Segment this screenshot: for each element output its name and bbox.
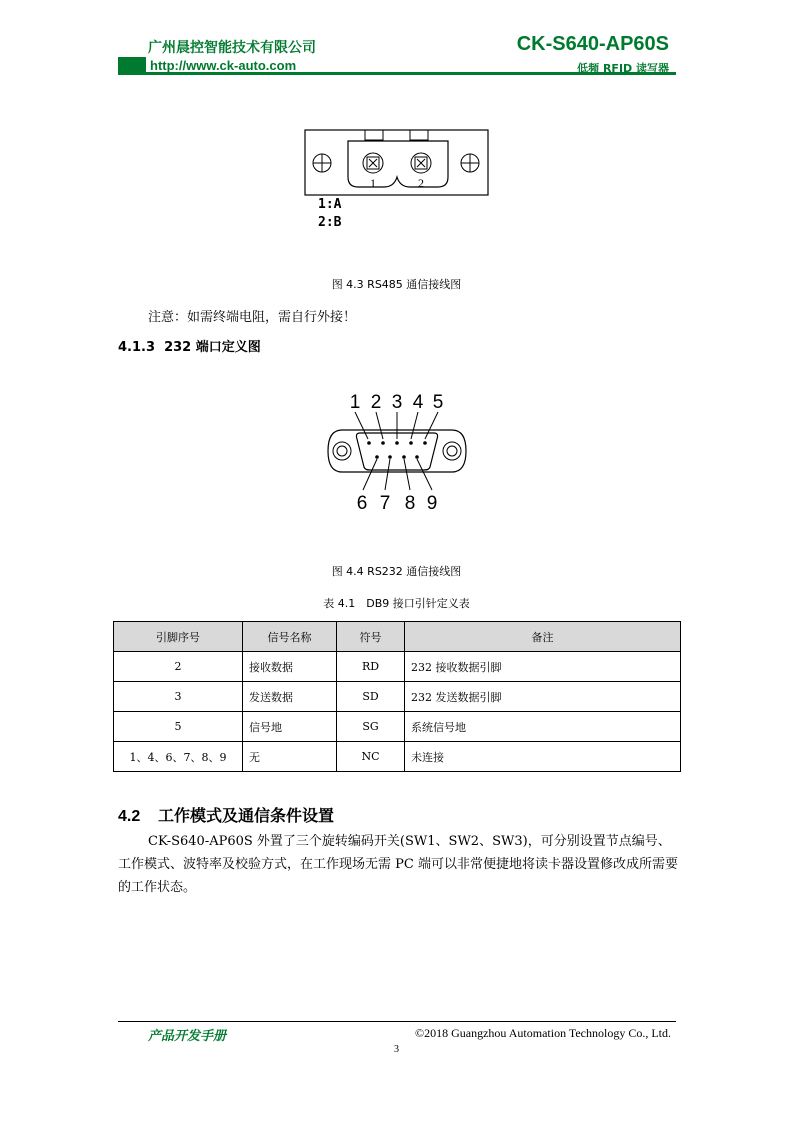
terminal-label-1: 1 bbox=[370, 176, 376, 190]
section-title: 232 端口定义图 bbox=[164, 340, 261, 355]
header-signal: 信号名称 bbox=[243, 622, 337, 652]
cell-pin: 5 bbox=[114, 712, 243, 742]
db9-screw-right bbox=[443, 442, 461, 460]
header-pin: 引脚序号 bbox=[114, 622, 243, 652]
footer-rule bbox=[118, 1021, 676, 1022]
figure-4-4-caption: 图 4.4 RS232 通信接线图 bbox=[331, 565, 462, 578]
terminal-label-2: 2 bbox=[418, 176, 424, 190]
pin-label-7: 7 bbox=[379, 493, 391, 514]
rs485-connector-figure bbox=[300, 125, 495, 235]
product-model: CK-S640-AP60S bbox=[516, 33, 669, 55]
cell-remark: 232 发送数据引脚 bbox=[405, 682, 681, 712]
footer-manual-title: 产品开发手册 bbox=[148, 1029, 227, 1044]
table-row bbox=[114, 682, 681, 712]
termination-note: 注意：如需终端电阻，需自行外接！ bbox=[148, 310, 357, 325]
cell-symbol: NC bbox=[337, 742, 405, 772]
pin-label-5: 5 bbox=[432, 392, 444, 413]
page-number: 3 bbox=[394, 1044, 399, 1055]
table-header-row bbox=[114, 622, 681, 652]
company-url: http://www.ck-auto.com bbox=[150, 58, 297, 73]
section-4-1-3-heading bbox=[118, 336, 261, 355]
table-row bbox=[114, 652, 681, 682]
paragraph: CK-S640-AP60S 外置了三个旋转编码开关(SW1、SW2、SW3)，可分别设置节点编号、工作模式、波特率及校验方式，在工作现场无需 PC 端可以非常便捷地将读卡器设置修改成所需要的工作状态。 bbox=[118, 834, 678, 895]
cell-signal: 无 bbox=[243, 742, 337, 772]
figure-4-3-caption: 图 4.3 RS485 通信接线图 bbox=[331, 278, 462, 291]
table-row bbox=[114, 712, 681, 742]
footer-copyright: ©2018 Guangzhou Automation Technology Co., Ltd. bbox=[414, 1026, 671, 1040]
cell-pin: 3 bbox=[114, 682, 243, 712]
header-block bbox=[118, 57, 146, 73]
pin-label-1: 1 bbox=[349, 392, 361, 413]
mount-hole-right bbox=[461, 154, 479, 172]
header-remark: 备注 bbox=[405, 622, 681, 652]
mount-hole-left bbox=[313, 154, 331, 172]
pin-label-4: 4 bbox=[412, 392, 424, 413]
legend-b: 2:B bbox=[318, 215, 342, 230]
db9-connector-figure bbox=[320, 385, 470, 515]
product-subtitle: 低频 RFID 读写器 bbox=[577, 62, 669, 75]
section-number: 4.1.3 bbox=[118, 340, 156, 355]
pin-label-9: 9 bbox=[426, 493, 438, 514]
db9-screw-left bbox=[333, 442, 351, 460]
table-row bbox=[114, 742, 681, 772]
terminal-screw-2 bbox=[411, 153, 431, 173]
db9-pin-table bbox=[113, 621, 681, 772]
cell-signal: 信号地 bbox=[243, 712, 337, 742]
cell-pin: 2 bbox=[114, 652, 243, 682]
pin-label-2: 2 bbox=[370, 392, 382, 413]
cell-pin: 1、4、6、7、8、9 bbox=[114, 742, 243, 772]
pin-label-6: 6 bbox=[356, 493, 368, 514]
section-4-2-body bbox=[118, 830, 678, 899]
pin-leader-lines bbox=[355, 412, 438, 490]
section-number: 4.2 bbox=[118, 808, 141, 825]
cell-remark: 232 接收数据引脚 bbox=[405, 652, 681, 682]
company-name: 广州晨控智能技术有限公司 bbox=[148, 40, 316, 56]
legend-a: 1:A bbox=[318, 197, 342, 212]
cell-remark: 未连接 bbox=[405, 742, 681, 772]
connector-tab-right bbox=[410, 130, 428, 140]
cell-signal: 接收数据 bbox=[243, 652, 337, 682]
cell-symbol: SD bbox=[337, 682, 405, 712]
table-4-1-caption: 表 4.1 DB9 接口引针定义表 bbox=[323, 597, 470, 610]
section-title: 工作模式及通信条件设置 bbox=[158, 806, 335, 825]
pin-label-8: 8 bbox=[404, 493, 416, 514]
cell-remark: 系统信号地 bbox=[405, 712, 681, 742]
header-symbol: 符号 bbox=[337, 622, 405, 652]
terminal-screw-1 bbox=[363, 153, 383, 173]
cell-symbol: RD bbox=[337, 652, 405, 682]
db9-pins bbox=[367, 441, 427, 459]
connector-tab-left bbox=[365, 130, 383, 140]
section-4-2-heading bbox=[118, 803, 334, 826]
pin-label-3: 3 bbox=[391, 392, 403, 413]
cell-symbol: SG bbox=[337, 712, 405, 742]
cell-signal: 发送数据 bbox=[243, 682, 337, 712]
